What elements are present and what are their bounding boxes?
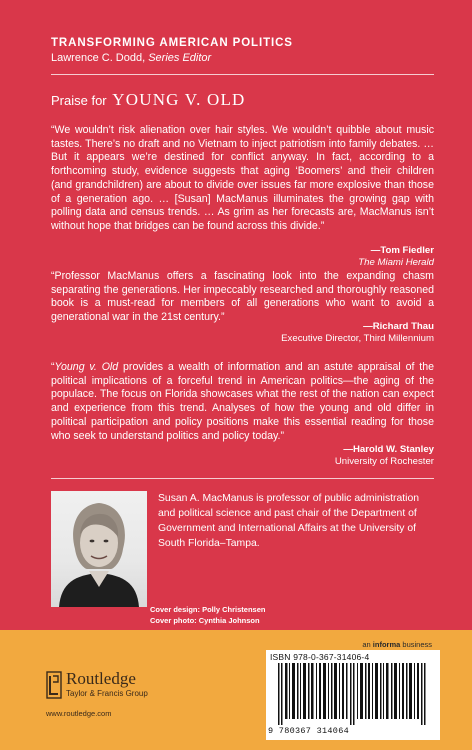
publisher-url[interactable]: www.routledge.com bbox=[46, 709, 112, 718]
blurb-attribution-3 bbox=[335, 444, 434, 468]
blurb-affiliation-3: University of Rochester bbox=[334, 456, 434, 467]
publisher-group: Taylor & Francis Group bbox=[66, 689, 148, 698]
blurb-attribution-2 bbox=[281, 321, 434, 345]
blurb-quote-3-title: Young v. Old bbox=[54, 361, 119, 373]
informa-suffix: business bbox=[400, 640, 432, 649]
top-divider bbox=[51, 74, 434, 75]
blurb-affiliation-2: Executive Director, Third Millennium bbox=[281, 333, 434, 344]
editor-role: Series Editor bbox=[148, 52, 212, 64]
editor-name: Lawrence C. Dodd, bbox=[51, 52, 149, 64]
informa-business-tag bbox=[362, 640, 432, 649]
blurb-quote-1: “We wouldn’t risk alienation over hair styles. We wouldn’t quibble about music tastes. There’s no draft and no Vietnam to inject patriotism into family debates. … But it appears we’re destined for conflict anyway. In fact, according to a forthcoming study, evidence suggests that aging ‘Boomers’ and their children (and grandchildren) are about to divide over issues far more explosive than those of a generation ago. … [Susan] MacManus illuminates the growing gap with polling data and census trends. … As grim as her forecasts are, MacManus isn’t without hope that bridges can be found across this divide.” bbox=[51, 124, 434, 232]
informa-prefix: an bbox=[362, 640, 373, 649]
barcode-digits: 9 780367 314064 bbox=[268, 726, 350, 736]
informa-brand: informa bbox=[372, 640, 401, 649]
isbn-text: ISBN 978-0-367-31406-4 bbox=[270, 652, 370, 662]
blurb-author-2: —Richard Thau bbox=[363, 321, 434, 332]
praise-lead: Praise for bbox=[51, 93, 107, 108]
barcode-icon bbox=[270, 663, 436, 725]
blurb-quote-3-open: “ bbox=[51, 361, 55, 373]
author-photo bbox=[51, 491, 147, 607]
series-editor bbox=[51, 52, 211, 64]
blurb-attribution-1 bbox=[358, 245, 434, 269]
blurb-affiliation-1: The Miami Herald bbox=[358, 257, 434, 268]
cover-photo-credit: Cover photo: Cynthia Johnson bbox=[150, 616, 260, 625]
praise-heading bbox=[51, 90, 246, 110]
publisher-name: Routledge bbox=[66, 669, 136, 688]
middle-divider bbox=[51, 478, 434, 479]
blurb-quote-2: “Professor MacManus offers a fascinating look into the expanding chasm separating the generations. Her impeccably researched and thoroughly reasoned book is a must-read for members of all generations who want to avoid a generational war in the 21st century.” bbox=[51, 270, 434, 324]
routledge-logo-icon bbox=[46, 671, 62, 699]
publisher-block bbox=[66, 670, 148, 698]
book-title: YOUNG V. OLD bbox=[112, 90, 246, 109]
blurb-quote-3 bbox=[51, 361, 434, 443]
series-title: TRANSFORMING AMERICAN POLITICS bbox=[51, 37, 293, 49]
blurb-quote-3-body: provides a wealth of information and an astute appraisal of the political implications of a forceful trend in American politics—the aging of the populace. The focus on Florida showcases what the rest of the nation can expect and experience from this trend. Analyses of how the young and old differ in political participation and policy positions make this essential reading for those who seek to understand politics and policy today.” bbox=[51, 361, 435, 442]
barcode-panel bbox=[266, 650, 440, 740]
author-bio: Susan A. MacManus is professor of public administration and political science and past chair of the Department of Government and International Affairs at the University of South Florida–Tampa. bbox=[158, 493, 420, 549]
blurb-author-1: —Tom Fiedler bbox=[370, 245, 434, 256]
cover-design-credit: Cover design: Polly Christensen bbox=[150, 605, 266, 614]
blurb-author-3: —Harold W. Stanley bbox=[343, 444, 434, 455]
